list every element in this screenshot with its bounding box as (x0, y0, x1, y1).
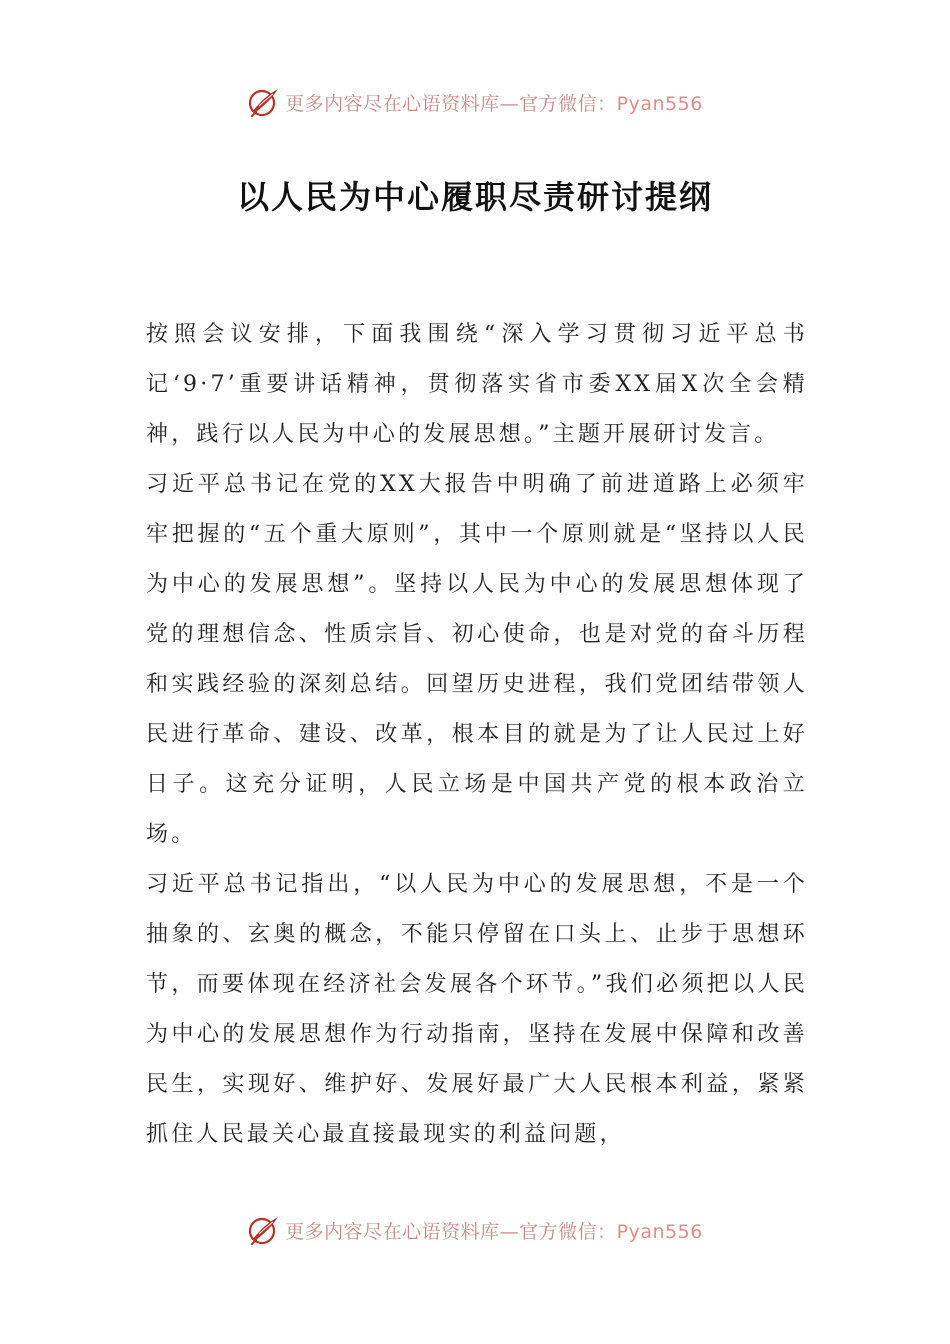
banner-caption: 更多内容尽在心语资料库—官方微信： (285, 92, 617, 115)
document-body (146, 310, 808, 1160)
footer-banner (0, 1210, 950, 1250)
document-title: 以人民为中心履职尽责研讨提纲 (236, 178, 713, 216)
paragraph-3: 习近平总书记指出，“以人民为中心的发展思想，不是一个抽象的、玄奥的概念，不能只停留在口头上、止步于思想环节，而要体现在经济社会发展各个环节。”我们必须把以人民为中心的发展思想作为行动指南，坚持在发展中保障和改善民生，实现好、维护好、发展好最广大人民根本利益，紧紧抓住人民最关心最直接最现实的利益问题， (146, 872, 808, 1147)
banner-text (285, 89, 703, 116)
header-banner (0, 82, 950, 122)
quill-pen-logo-icon (247, 1213, 281, 1247)
banner-caption: 更多内容尽在心语资料库—官方微信： (285, 1220, 617, 1243)
wechat-handle: Pyan556 (616, 92, 703, 115)
banner-text (285, 1217, 703, 1244)
wechat-handle: Pyan556 (616, 1220, 703, 1243)
quill-pen-logo-icon (247, 85, 281, 119)
paragraph-2: 习近平总书记在党的XX大报告中明确了前进道路上必须牢牢把握的“五个重大原则”，其中一个原则就是“坚持以人民为中心的发展思想”。坚持以人民为中心的发展思想体现了党的理想信念、性质宗旨、初心使命，也是对党的奋斗历程和实践经验的深刻总结。回望历史进程，我们党团结带领人民进行革命、建设、改革，根本目的就是为了让人民过上好日子。这充分证明，人民立场是中国共产党的根本政治立场。 (146, 472, 808, 847)
paragraph-1: 按照会议安排，下面我围绕“深入学习贯彻习近平总书记‘9·7’重要讲话精神，贯彻落实省市委XX届X次全会精神，践行以人民为中心的发展思想。”主题开展研讨发言。 (146, 322, 808, 447)
